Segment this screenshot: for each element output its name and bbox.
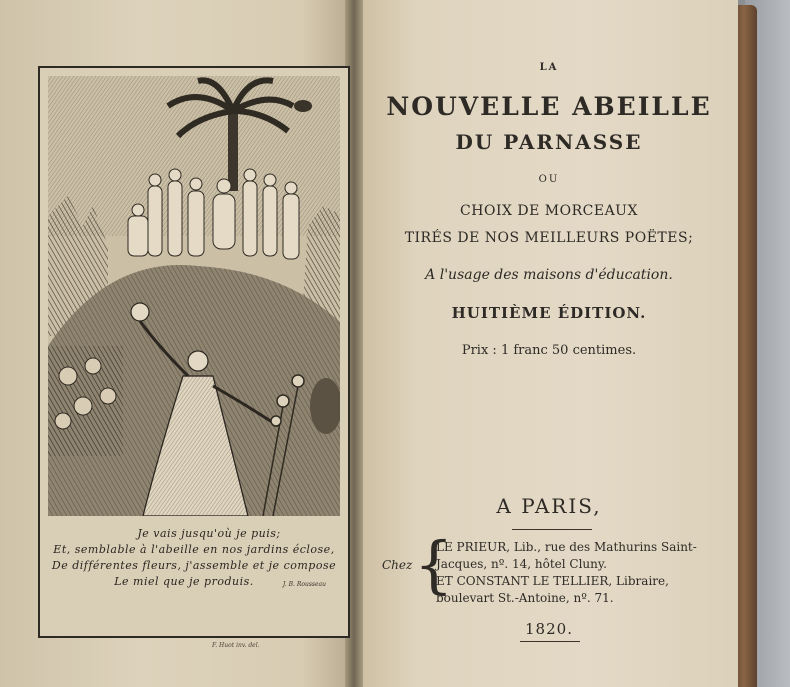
imprint-rule bbox=[512, 529, 592, 530]
publisher-line: Jacques, nº. 14, hôtel Cluny. bbox=[436, 557, 607, 571]
brace-glyph: { bbox=[414, 528, 454, 601]
engraving-illustration bbox=[48, 76, 340, 516]
caption-line: Et, semblable à l'abeille en nos jardins éclose, bbox=[53, 543, 335, 556]
frontispiece-engraving bbox=[38, 66, 350, 638]
caption-line: Je vais jusqu'où je puis; bbox=[137, 527, 281, 540]
year-rule bbox=[520, 641, 580, 642]
title-page bbox=[360, 0, 738, 687]
title-ou: OU bbox=[538, 174, 560, 185]
flower-bush bbox=[48, 346, 123, 456]
frontispiece-caption bbox=[48, 523, 340, 609]
caption-line: De différentes fleurs, j'assemble et je compose bbox=[51, 559, 337, 572]
caption-signature: J. B. Rousseau bbox=[282, 581, 326, 588]
imprint-city: A PARIS, bbox=[496, 494, 602, 518]
subtitle-line1: CHOIX DE MORCEAUX bbox=[460, 203, 638, 219]
publisher-line: boulevart St.-Antoine, nº. 71. bbox=[436, 591, 614, 605]
edition-line: HUITIÈME ÉDITION. bbox=[451, 304, 647, 322]
bee bbox=[294, 100, 312, 112]
price-line: Prix : 1 franc 50 centimes. bbox=[461, 343, 637, 358]
title-article: LA bbox=[539, 62, 559, 73]
artist-credit: F. Huot inv. del. bbox=[212, 642, 260, 649]
publisher-line: LE PRIEUR, Lib., rue des Mathurins Saint- bbox=[436, 540, 697, 554]
book-cover-edge bbox=[735, 5, 757, 687]
usage-line: A l'usage des maisons d'éducation. bbox=[425, 267, 673, 283]
book-title-line2: DU PARNASSE bbox=[455, 130, 643, 154]
imprint-chez: Chez bbox=[382, 558, 413, 572]
caption-line: Le miel que je produis. bbox=[114, 575, 254, 588]
publication-year: 1820. bbox=[525, 620, 573, 638]
publisher-line: ET CONSTANT LE TELLIER, Libraire, bbox=[436, 574, 669, 588]
engraving-scene bbox=[48, 76, 340, 516]
book-title: NOUVELLE ABEILLE bbox=[386, 92, 712, 121]
subtitle-line2: TIRÉS DE NOS MEILLEURS POËTES; bbox=[404, 230, 694, 246]
